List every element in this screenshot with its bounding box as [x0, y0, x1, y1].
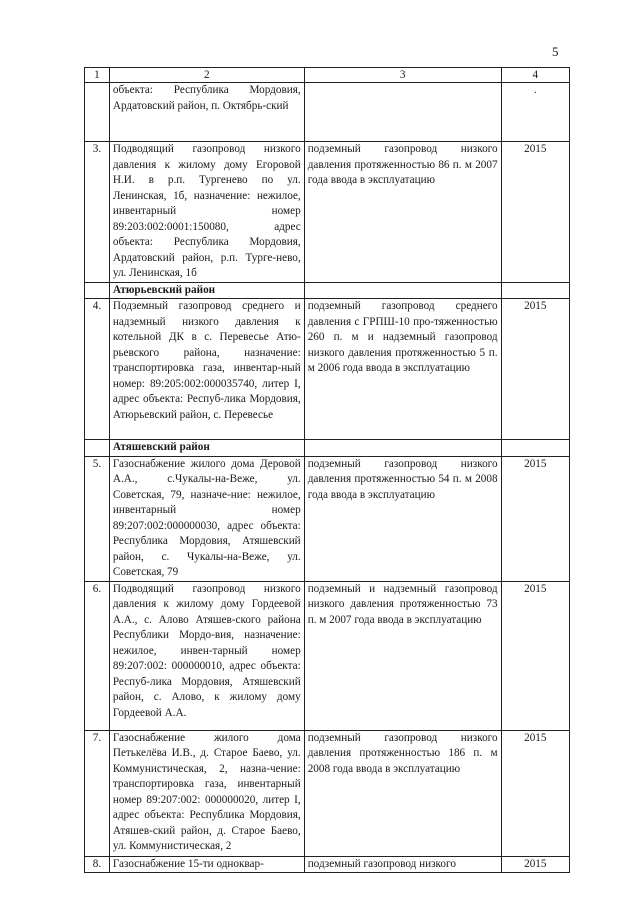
year-cell: 2015 — [501, 456, 569, 581]
district-heading: Атюрьевский район — [109, 282, 304, 299]
description-cell — [304, 282, 501, 299]
description-cell — [304, 83, 501, 142]
description-cell — [304, 440, 501, 457]
row-number: 4. — [85, 299, 110, 440]
property-table — [84, 67, 570, 873]
year-cell: 2015 — [501, 730, 569, 856]
district-heading: Атяшевский район — [109, 440, 304, 457]
table-row — [85, 581, 570, 730]
object-cell: Подземный газопровод среднего и надземный низкого давления к котельной ДК в с. Перевесье Атю-рьевского района, назначение: транспортировка газа, инвентар-ный номер: 89:205:002:000035740, литер I, адрес объекта: Респуб-лика Мордовия, Атюрьевский район, с. Перевесье — [109, 299, 304, 440]
row-number — [85, 282, 110, 299]
object-cell: Газоснабжение жилого дома Деровой А.А., с.Чукалы-на-Веже, ул. Советская, 79, назначе-ние: нежилое, инвентарный номер 89:207:002:000000030, адрес объекта: Республика Мордовия, Атяшевский район, с. Чукалы-на-Веже, ул. Советская, 79 — [109, 456, 304, 581]
district-row — [85, 440, 570, 457]
year-cell: . — [501, 83, 569, 142]
year-cell — [501, 282, 569, 299]
row-number: 3. — [85, 142, 110, 283]
year-cell — [501, 440, 569, 457]
object-cell: Газоснабжение 15-ти одноквар- — [109, 856, 304, 873]
description-cell: подземный газопровод низкого давления протяженностью 186 п. м 2008 года ввода в эксплуатацию — [304, 730, 501, 856]
description-cell: подземный газопровод низкого — [304, 856, 501, 873]
table-row — [85, 856, 570, 873]
year-cell: 2015 — [501, 299, 569, 440]
row-number: 7. — [85, 730, 110, 856]
table-header-row — [85, 68, 570, 83]
row-number: 6. — [85, 581, 110, 730]
table-row — [85, 299, 570, 440]
column-header: 1 — [85, 68, 110, 83]
year-cell: 2015 — [501, 142, 569, 283]
column-header: 3 — [304, 68, 501, 83]
table-row — [85, 730, 570, 856]
year-cell: 2015 — [501, 856, 569, 873]
year-cell: 2015 — [501, 581, 569, 730]
description-cell: подземный и надземный газопровод низкого давления протяженностью 73 п. м 2007 года ввода в эксплуатацию — [304, 581, 501, 730]
description-cell: подземный газопровод низкого давления протяженностью 54 п. м 2008 года ввода в эксплуатацию — [304, 456, 501, 581]
object-cell: Подводящий газопровод низкого давления к жилому дому Гордеевой А.А., с. Алово Атяшев-ского района Республики Мордо-вия, назначение: нежилое, инвен-тарный номер 89:207:002: 000000010, адрес объекта: Респуб-лика Мордовия, Атяшевский район, с. Алово, к жилому дому Гордеевой А.А. — [109, 581, 304, 730]
row-number: 8. — [85, 856, 110, 873]
description-cell: подземный газопровод низкого давления протяженностью 86 п. м 2007 года ввода в эксплуатацию — [304, 142, 501, 283]
table-row — [85, 456, 570, 581]
object-cell: Газоснабжение жилого дома Петькелёва И.В., д. Старое Баево, ул. Коммунистическая, 2, назна-чение: транспортировка газа, инвентарный номер 89:207:002: 000000020, литер I, адрес объекта: Республика Мордовия, Атяшев-ский район, д. Старое Баево, ул. Коммунистическая, 2 — [109, 730, 304, 856]
table-row — [85, 83, 570, 142]
row-number: 5. — [85, 456, 110, 581]
district-row — [85, 282, 570, 299]
object-cell: объекта: Республика Мордовия, Ардатовский район, п. Октябрь-ский — [109, 83, 304, 142]
row-number — [85, 83, 110, 142]
row-number — [85, 440, 110, 457]
column-header: 4 — [501, 68, 569, 83]
column-header: 2 — [109, 68, 304, 83]
object-cell: Подводящий газопровод низкого давления к жилому дому Егоровой Н.И. в р.п. Тургенево по ул. Ленинская, 1б, назначение: нежилое, инвентарный номер 89:203:002:0001:150080, адрес объекта: Республика Мордовия, Ардатовский район, р.п. Турге-нево, ул. Ленинская, 1б — [109, 142, 304, 283]
page-number: 5 — [552, 44, 559, 59]
table-row — [85, 142, 570, 283]
description-cell: подземный газопровод среднего давления с ГРПШ-10 про-тяженностью 260 п. м и надземный газопровод низкого давления протяженностью 5 п. м 2006 года ввода в эксплуатацию — [304, 299, 501, 440]
